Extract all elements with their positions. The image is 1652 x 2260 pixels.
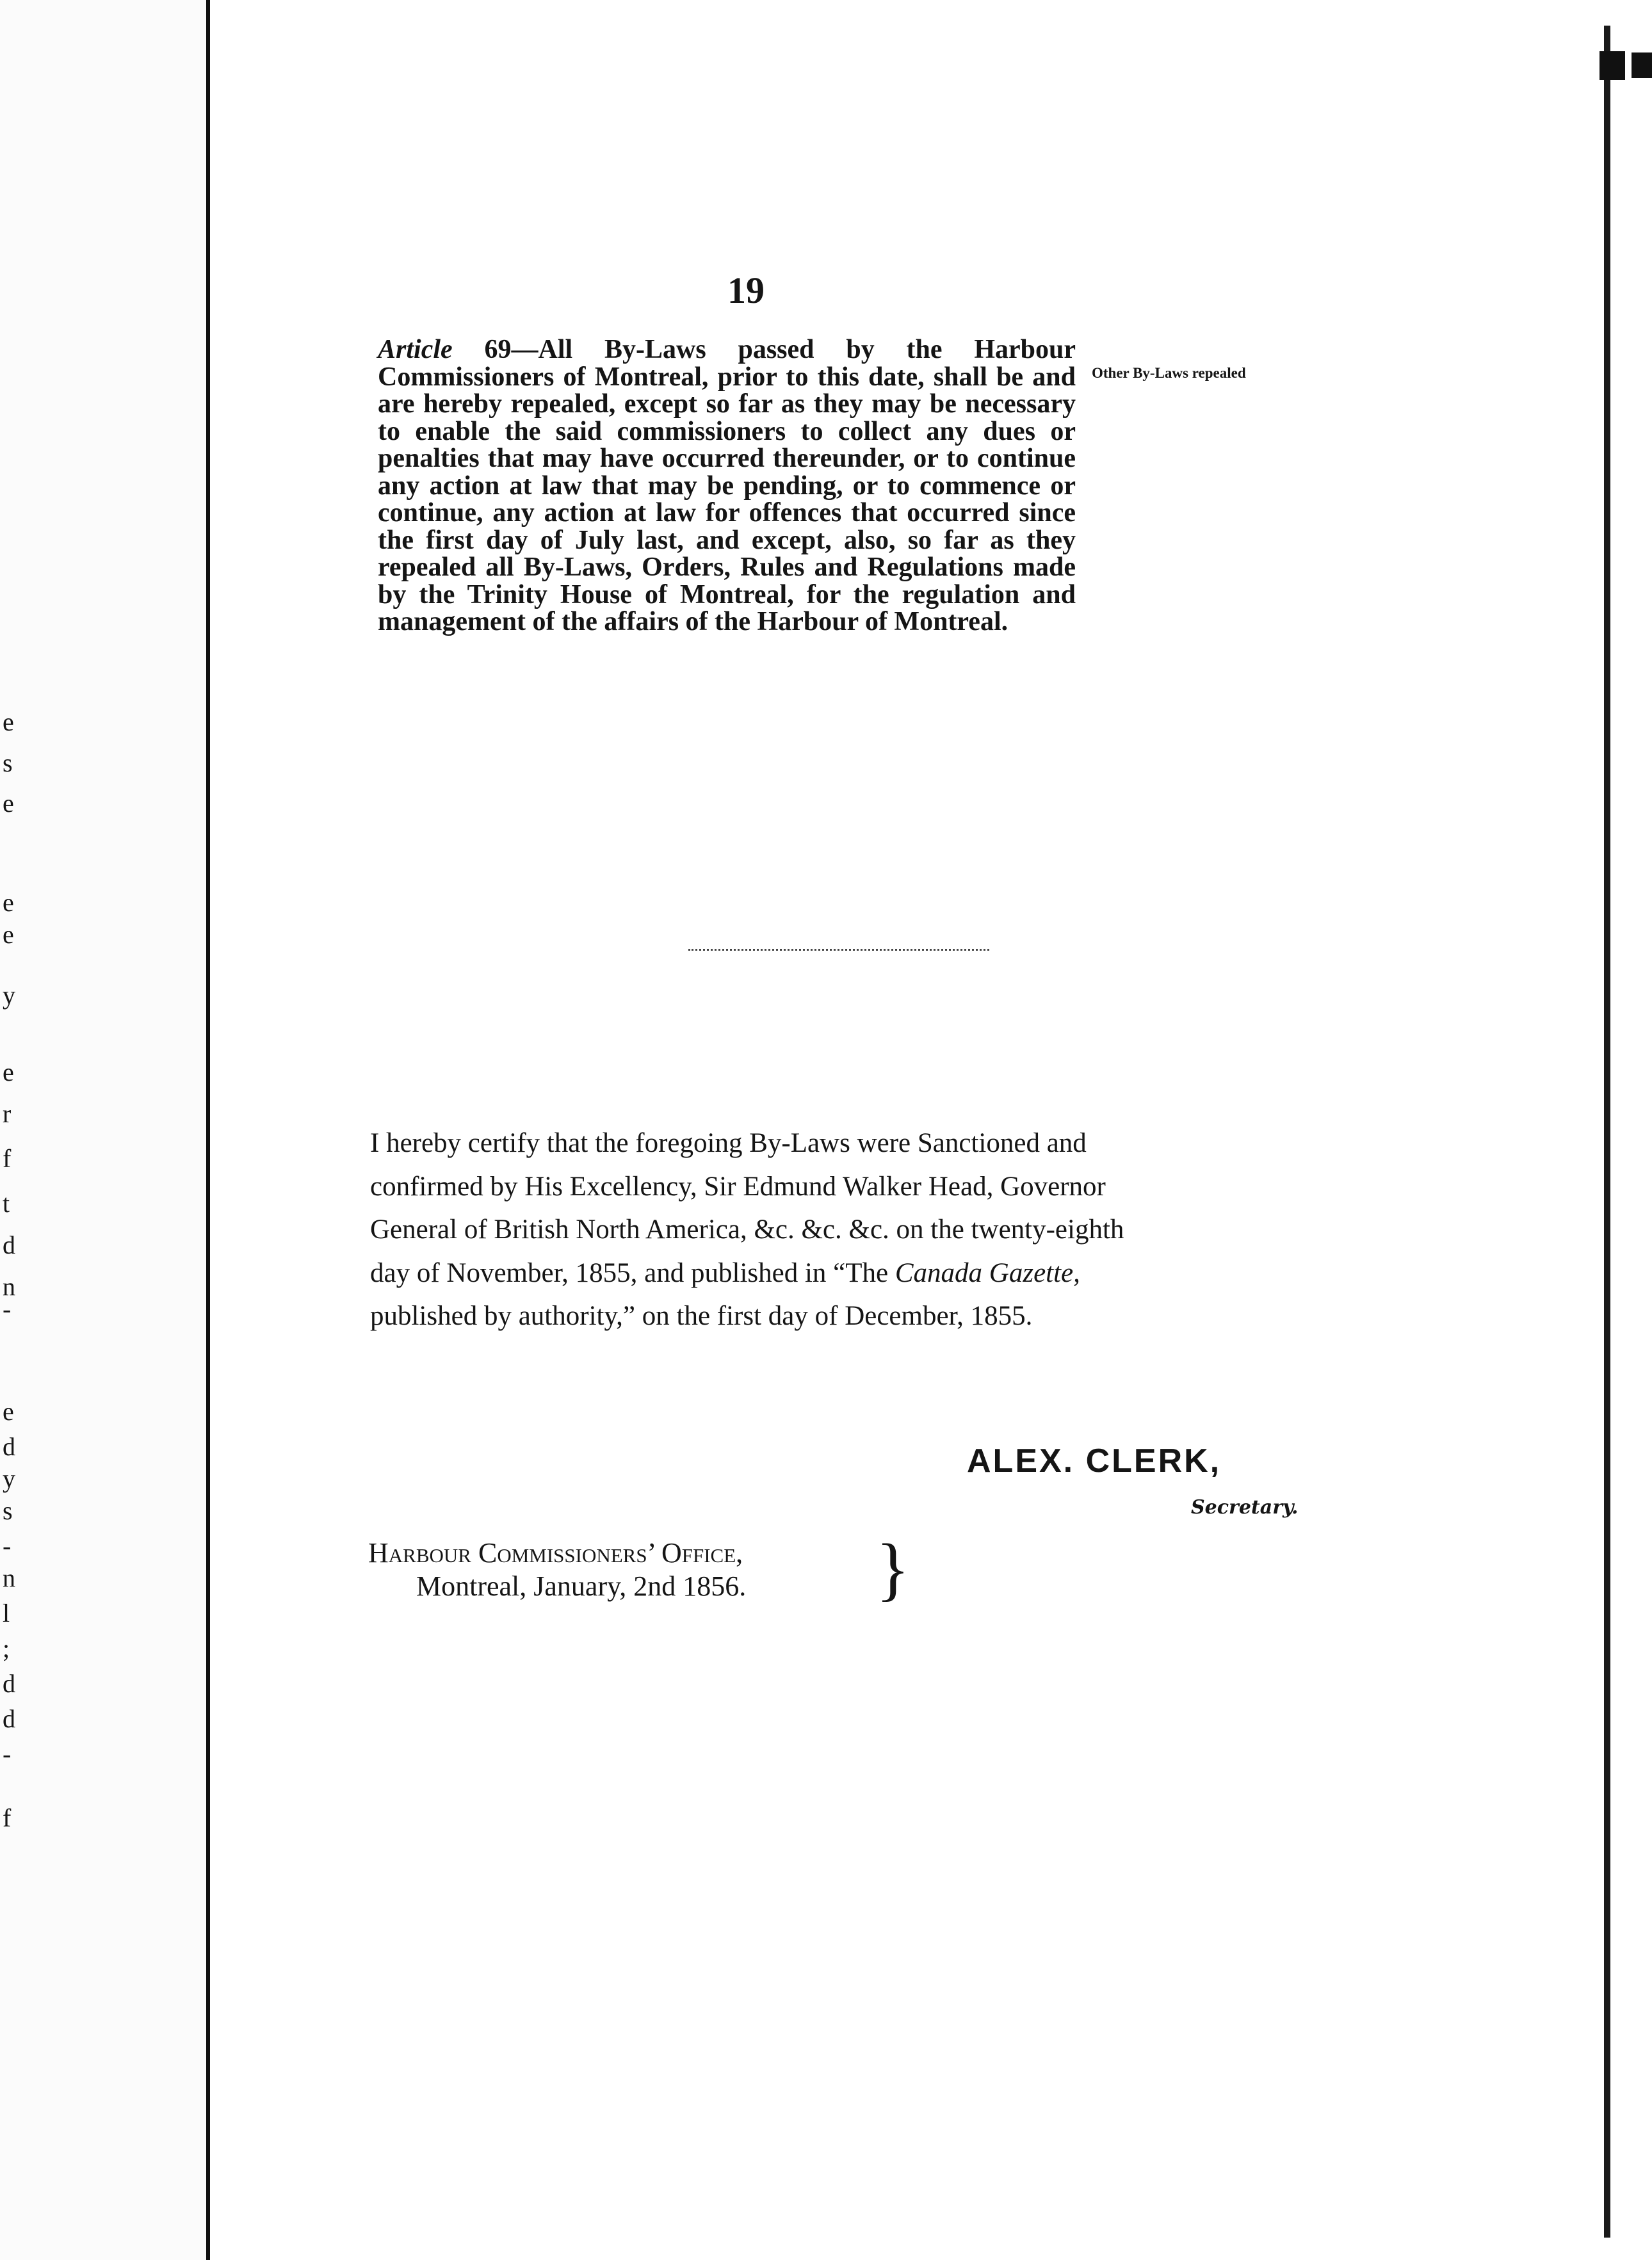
brace-glyph: } [876,1530,910,1608]
article-text: 69—All By-Laws passed by the Harbour Commissioners of Montreal, prior to this date, shall be and are hereby repealed, except so far as they may be necessary to enable the said commissioners to collect any dues or penalties that may have occurred thereunder, or to continue any action at law that may be pending, or to commence or continue, any action at law for offences that occurred since the first day of July last, and except, also, so far as they repealed all By-Laws, Orders, Rules and Regulations made by the Trinity House of Montreal, for the regulation and management of the affairs of the Harbour of Montreal. [378,335,1076,636]
edge-letter: y [3,1464,15,1493]
gazette-title: Canada Gazette, [895,1257,1080,1288]
edge-letter: n [3,1272,15,1301]
edge-letter: d [3,1669,15,1698]
certification-line [370,1252,1318,1295]
edge-letter: l [3,1599,10,1627]
edge-letter: ; [3,1634,10,1663]
facing-page-edge-text [0,0,26,2260]
edge-letter: e [3,789,14,818]
office-name: Harbour Commissioners’ Office, [368,1537,743,1569]
edge-letter: s [3,748,13,777]
edge-letter: d [3,1704,15,1733]
article-69 [378,336,1076,636]
edge-letter: r [3,1099,12,1128]
office-date: Montreal, January, 2nd 1856. [416,1570,747,1602]
page-edge-mark [1599,51,1625,80]
edge-letter: e [3,1397,14,1426]
edge-letter: f [3,1804,12,1832]
page-right-edge [1604,26,1610,2238]
edge-letter: f [3,1144,12,1173]
certification-paragraph [370,1122,1318,1338]
edge-letter: t [3,1189,10,1218]
office-address [368,1537,880,1603]
certification-line-text: day of November, 1855, and published in “The [370,1257,895,1288]
edge-letter: e [3,1058,14,1086]
edge-letter: d [3,1231,15,1259]
signatory-title: Secretary. [1191,1496,1299,1519]
signatory-name: ALEX. CLERK, [967,1442,1222,1480]
edge-letter: - [3,1531,12,1560]
edge-letter: d [3,1432,15,1461]
section-divider [688,949,989,953]
certification-line: General of British North America, &c. &c. &c. on the twenty-eighth [370,1215,1124,1245]
certification-line: I hereby certify that the foregoing By-Laws were Sanctioned and [370,1128,1087,1158]
certification-line: published by authority,” on the first day of December, 1855. [370,1301,1033,1331]
edge-letter: e [3,888,14,917]
certification-line: confirmed by His Excellency, Sir Edmund Walker Head, Governor [370,1171,1106,1202]
facing-page [0,0,206,2260]
edge-letter: e [3,920,14,949]
edge-letter: - [3,1295,12,1323]
edge-letter: s [3,1496,13,1525]
margin-note: Other By-Laws repealed [1092,365,1246,381]
edge-letter: y [3,981,15,1010]
article-label: Article [378,335,453,364]
page-number: 19 [727,270,765,311]
edge-letter: - [3,1739,12,1768]
edge-letter: e [3,707,14,736]
page-gutter [206,0,210,2260]
scan-corner-mark [1632,52,1652,78]
edge-letter: n [3,1563,15,1592]
